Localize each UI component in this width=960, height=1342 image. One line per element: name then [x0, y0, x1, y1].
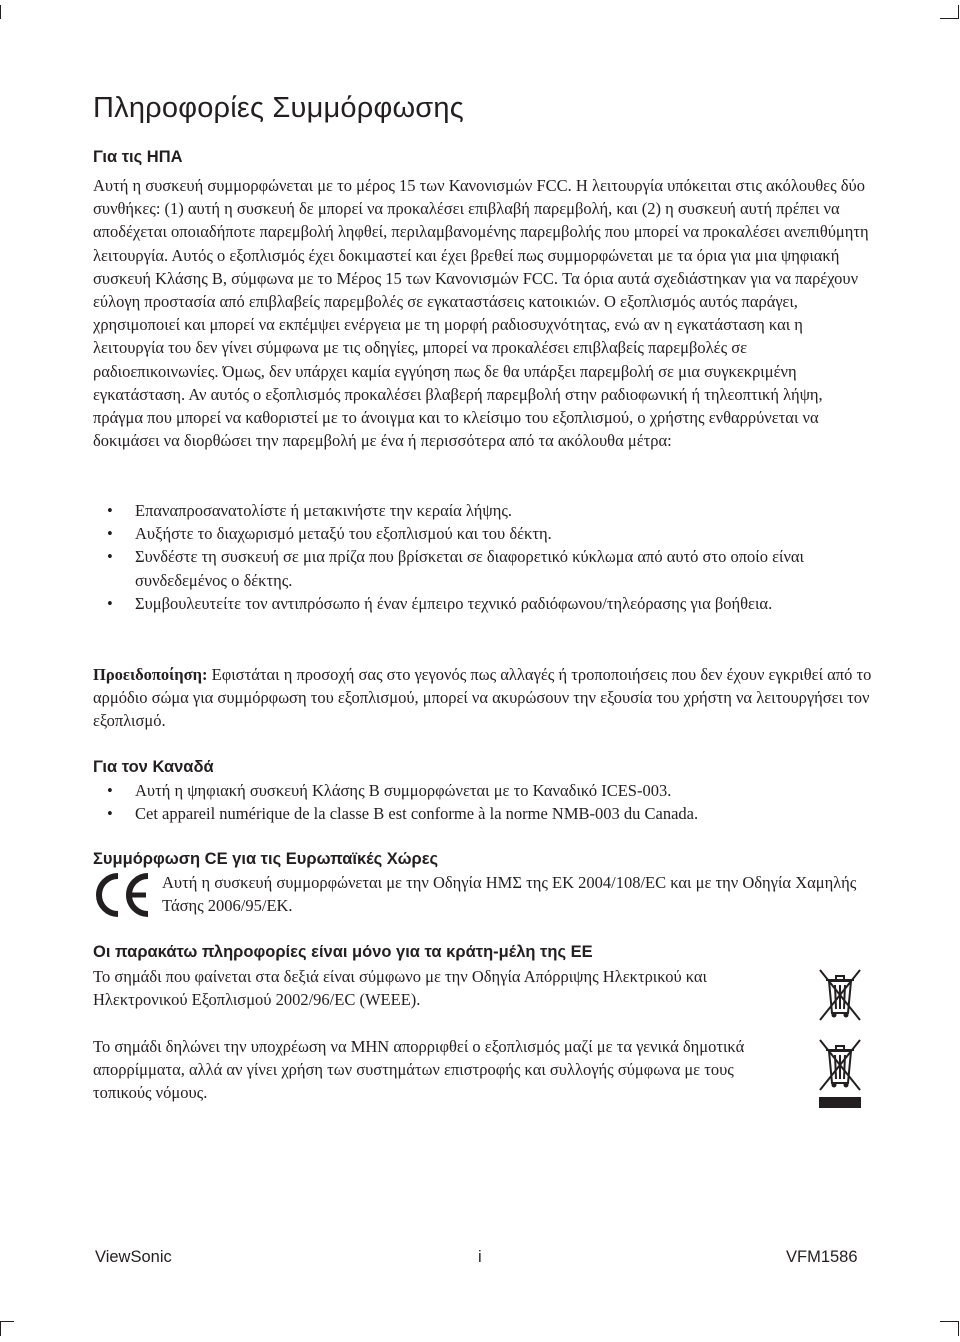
crossed-bin-icon	[817, 967, 863, 1023]
ce-heading: Συμμόρφωση CE για τις Ευρωπαϊκές Χώρες	[93, 850, 439, 868]
eu-paragraph-2: Το σημάδι δηλώνει την υποχρέωση να ΜΗΝ απορριφθεί ο εξοπλισμός μαζί με τα γενικά δημοτικά απορρίμματα, αλλά αν γίνει χρήση των συστημάτων επιστροφής και συλλογής σύμφωνα με τους τοπικούς νόμους.	[93, 1037, 745, 1103]
crop-mark	[0, 5, 1, 19]
footer-brand: ViewSonic	[95, 1248, 172, 1266]
warning-text: Εφιστάται η προσοχή σας στο γεγονός πως αλλαγές ή τροποποιήσεις που δεν έχουν εγκριθεί από το αρμόδιο σώμα για συμμόρφωση του εξοπλισμού, μπορεί να ακυρώσουν την εξουσία του χρήστη να λειτουργήσει τον εξοπλισμό.	[93, 665, 872, 731]
ce-mark-icon	[93, 873, 151, 917]
list-item: • Αυτή η ψηφιακή συσκευή Κλάσης B συμμορφώνεται με το Καναδικό ICES-003.	[107, 781, 672, 800]
crossed-bin-bar-icon	[817, 1037, 863, 1113]
crop-mark	[0, 1322, 1, 1336]
page-title: Πληροφορίες Συμμόρφωσης	[93, 92, 464, 124]
crop-mark	[940, 1321, 959, 1322]
crop-mark	[958, 1322, 959, 1336]
footer-model: VFM1586	[786, 1248, 858, 1266]
usa-bullet-list	[93, 499, 873, 615]
ce-text: Αυτή η συσκευή συμμορφώνεται με την Οδηγία ΗΜΣ της ΕΚ 2004/108/EC και με την Οδηγία Χαμηλής Τάσης 2006/95/ΕΚ.	[162, 873, 857, 916]
warning-paragraph	[93, 663, 873, 733]
list-item: • Συνδέστε τη συσκευή σε μια πρίζα που βρίσκεται σε διαφορετικό κύκλωμα από αυτό στο οποίο είναι συνδεδεμένος ο δέκτης.	[107, 547, 804, 590]
footer-page-number: i	[478, 1248, 482, 1266]
crop-mark	[940, 18, 959, 19]
list-item: • Συμβουλευτείτε τον αντιπρόσωπο ή έναν έμπειρο τεχνικό ραδιόφωνου/τηλεόρασης για βοήθεια.	[107, 593, 773, 613]
list-item: • Αυξήστε το διαχωρισμό μεταξύ του εξοπλισμού και του δέκτη.	[107, 524, 552, 544]
crop-mark	[0, 1321, 14, 1322]
warning-label: Προειδοποίηση:	[93, 665, 208, 684]
canada-bullet-list	[93, 779, 873, 825]
list-item: • Επαναπροσανατολίστε ή μετακινήστε την κεραία λήψης.	[107, 501, 513, 520]
eu-heading: Οι παρακάτω πληροφορίες είναι μόνο για τα κράτη-μέλη της ΕΕ	[93, 943, 593, 961]
crop-mark	[958, 5, 959, 19]
list-item: • Cet appareil numérique de la classe B est conforme à la norme NMB-003 du Canada.	[107, 804, 699, 824]
canada-heading: Για τον Καναδά	[93, 758, 214, 776]
usa-paragraph: Αυτή η συσκευή συμμορφώνεται με το μέρος 15 των Κανονισμών FCC. Η λειτουργία υπόκειται στις ακόλουθες δύο συνθήκες: (1) αυτή η συσκευή δε μπορεί να προκαλέσει επιβλαβή παρεμβολή, και (2) η συσκευή αυτή πρέπει να αποδέχεται οποιαδήποτε παρεμβολή ληφθεί, περιλαμβανομένης παρεμβολής που μπορεί να προκαλέσει ανεπιθύμητη λειτουργία. Αυτός ο εξοπλισμός έχει δοκιμαστεί και έχει βρεθεί πως συμμορφώνεται με τα όρια για μια ψηφιακή συσκευή Κλάσης Β, σύμφωνα με το Μέρος 15 των Κανονισμών FCC. Τα όρια αυτά σχεδιάστηκαν για να παρέχουν εύλογη προστασία από επιβλαβείς παρεμβολές σε εγκαταστάσεις κατοικιών. Ο εξοπλισμός αυτός παράγει, χρησιμοποιεί και μπορεί να εκπέμψει ενέργεια με τη μορφή ραδιοσυχνότητας, ενώ αν η εγκατάσταση και η λειτουργία του δεν γίνει σύμφωνα με τις οδηγίες, μπορεί να προκαλέσει επιβλαβείς παρεμβολές σε ραδιοεπικοινωνίες. Όμως, δεν υπάρχει καμία εγγύηση πως δε θα υπάρξει παρεμβολή σε μια συγκεκριμένη εγκατάσταση. Αν αυτός ο εξοπλισμός προκαλέσει βλαβερή παρεμβολή στην ραδιοφωνική ή τηλεοπτική λήψη, πράγμα που μπορεί να καθοριστεί με το άνοιγμα και το κλείσιμο του εξοπλισμού, ο χρήστης ενθαρρύνεται να δοκιμάσει να διορθώσει την παρεμβολή με ένα ή περισσότερα από τα ακόλουθα μέτρα:	[93, 176, 869, 451]
eu-paragraph-1: Το σημάδι που φαίνεται στα δεξιά είναι σύμφωνο με την Οδηγία Απόρριψης Ηλεκτρικού και Ηλεκτρονικού Εξοπλισμού 2002/96/EC (WEEE).	[93, 967, 707, 1010]
usa-heading: Για τις ΗΠΑ	[93, 148, 183, 166]
